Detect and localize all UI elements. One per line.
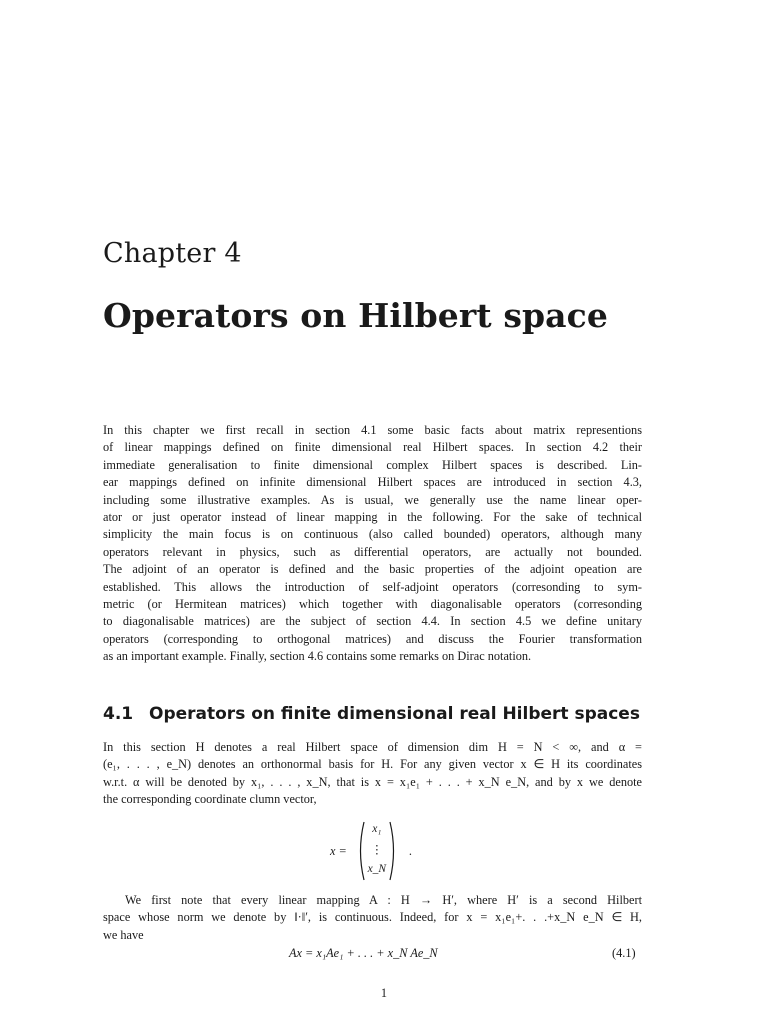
vector-entry: x_N: [367, 863, 387, 875]
chapter-label: Chapter 4: [103, 238, 242, 269]
text-line: space whose norm we denote by ‖·‖′, is continuous. Indeed, for x = x₁e₁+. . .+x_N e_N ∈ H,: [103, 910, 642, 925]
equation-period: .: [408, 843, 412, 858]
text-line: operators relevant in physics, such as differential operators, are actually not bounded.: [103, 544, 642, 559]
text-line: We first note that every linear mapping A : H → H′, where H′ is a second Hilbert: [125, 893, 642, 907]
vector-entry: ⋮: [371, 844, 383, 856]
text-line: operators (corresponding to orthogonal matrices) and discuss the Fourier transformation: [103, 631, 642, 646]
chapter-title: Operators on Hilbert space: [103, 296, 608, 335]
display-equation: Ax = x₁Ae₁ + . . . + x_N Ae_N: [289, 946, 438, 960]
continuity-paragraph: [103, 892, 642, 944]
text-line: In this chapter we first recall in section 4.1 some basic facts about matrix representions: [103, 423, 642, 437]
text-line: we have: [103, 927, 144, 942]
equation-lhs: x =: [330, 843, 347, 858]
vector-entry: x₁: [372, 823, 382, 835]
equation-number: (4.1): [612, 946, 636, 960]
text-line: The adjoint of an operator is defined and the basic properties of the adjoint opeation are: [103, 562, 642, 577]
section-paragraph: [103, 739, 642, 809]
text-line: In this section H denotes a real Hilbert space of dimension dim H = N < ∞, and α =: [103, 740, 642, 754]
text-line: (e₁, . . . , e_N) denotes an orthonormal basis for H. For any given vector x ∈ H its coordinates: [103, 757, 642, 772]
text-line: of linear mappings defined on finite dimensional real Hilbert spaces. In section 4.2 their: [103, 440, 642, 455]
text-line: as an important example. Finally, section 4.6 contains some remarks on Dirac notation.: [103, 649, 532, 664]
text-line: simplicity the main focus is on continuous (also called bounded) operators, although many: [103, 527, 642, 542]
text-line: the corresponding coordinate clumn vector,: [103, 792, 317, 807]
text-line: ator or just operator instead of linear mapping in the following. For the sake of technical: [103, 509, 642, 524]
text-line: to diagonalisable matrices) are the subject of section 4.4. In section 4.5 we define unitary: [103, 614, 642, 629]
text-line: including some illustrative examples. As is usual, we generally use the name linear oper-: [103, 492, 642, 507]
text-line: established. This allows the introduction of self-adjoint operators (corresonding to sym-: [103, 579, 642, 594]
vector-equation: [330, 818, 412, 884]
section-title: Operators on finite dimensional real Hilbert spaces: [149, 704, 640, 724]
text-line: immediate generalisation to finite dimensional complex Hilbert spaces is described. Lin-: [103, 457, 642, 472]
text-line: w.r.t. α will be denoted by x₁, . . . , x_N, that is x = x₁e₁ + . . . + x_N e_N, and by x we denote: [103, 774, 642, 789]
intro-paragraph: [103, 422, 642, 665]
section-number: 4.1: [103, 704, 134, 724]
section-heading: [103, 704, 640, 724]
column-vector: [357, 820, 397, 882]
text-line: metric (or Hermitean matrices) which together with diagonalisable operators (corresonding: [103, 596, 642, 611]
text-line: ear mappings defined on infinite dimensional Hilbert spaces are introduced in section 4.3,: [103, 475, 642, 490]
page-number: 1: [380, 986, 388, 1000]
